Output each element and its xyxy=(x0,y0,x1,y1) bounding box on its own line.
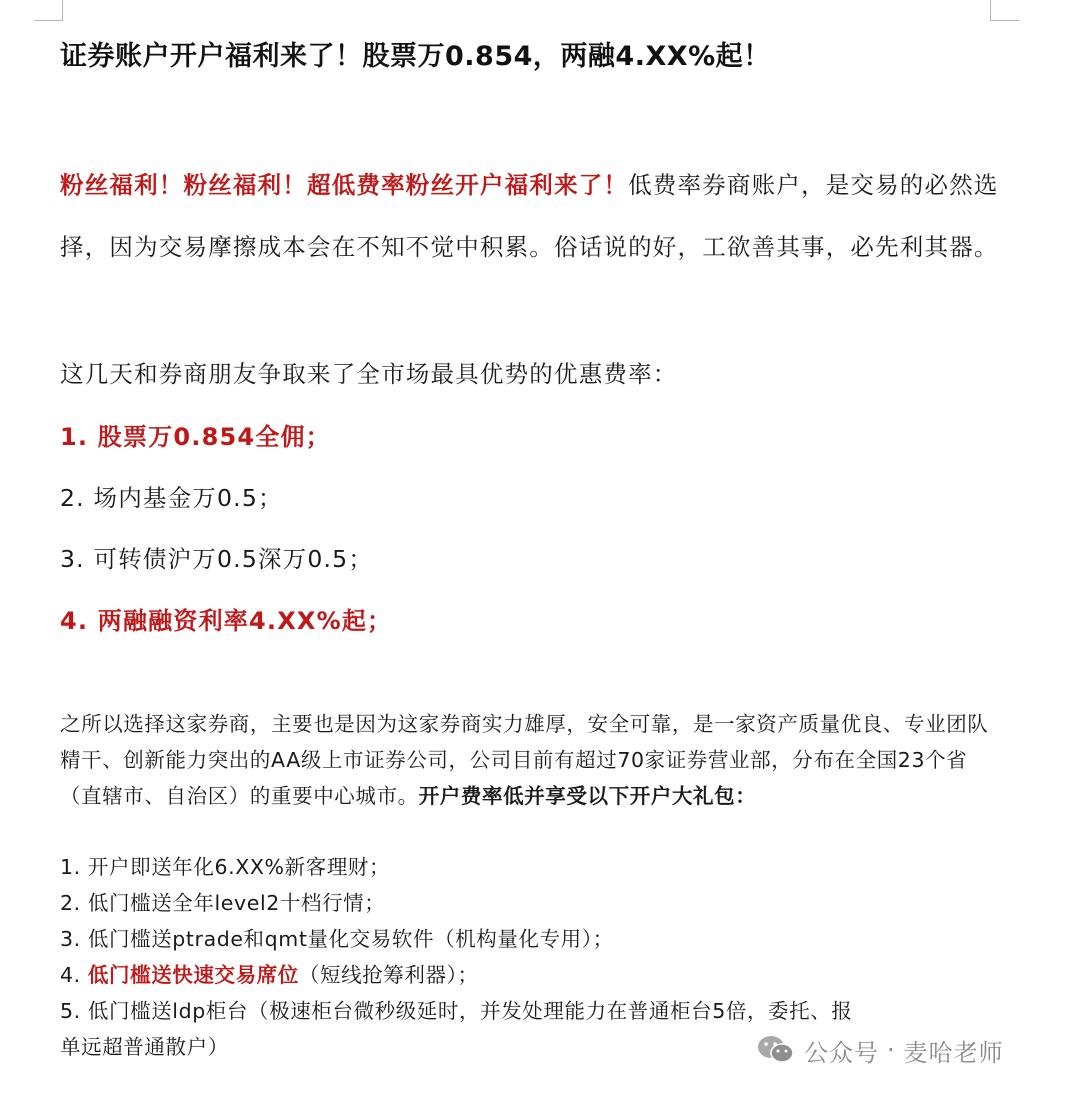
rate-item-fund: 2. 场内基金万0.5； xyxy=(60,484,283,512)
rate-item-margin: 4. 两融融资利率4.XX%起； xyxy=(60,607,393,635)
intro-highlight: 粉丝福利！粉丝福利！超低费率粉丝开户福利来了！ xyxy=(60,171,629,199)
article-title: 证券账户开户福利来了！股票万0.854，两融4.XX%起！ xyxy=(60,41,771,72)
gift-item: 5. 低门槛送ldp柜台（极速柜台微秒级延时，并发处理能力在普通柜台5倍，委托、报 xyxy=(60,999,853,1023)
gift-item: 4. 低门槛送快速交易席位（短线抢筹利器）； xyxy=(60,963,479,987)
broker-description-text: 之所以选择这家券商，主要也是因为这家券商实力雄厚，安全可靠，是一家资产质量优良、专业团队精干、创新能力突出的AA级上市证券公司，公司目前有超过70家证券营业部，分布在全国23个省（直辖市、自治区）的重要中心城市。 xyxy=(60,712,989,808)
gift-item: 1. 开户即送年化6.XX%新客理财； xyxy=(60,855,391,879)
page-corner-mark-left xyxy=(34,0,63,21)
gift-item-continued: 单远超普通散户） xyxy=(60,1035,229,1059)
wechat-icon xyxy=(756,1033,796,1067)
watermark-source: 公众号 xyxy=(804,1038,879,1067)
gift-item: 2. 低门槛送全年level2十档行情； xyxy=(60,891,386,915)
gift-item: 3. 低门槛送ptrade和qmt量化交易软件（机构量化专用）； xyxy=(60,927,614,951)
rate-item-stock: 1. 股票万0.854全佣； xyxy=(60,423,331,451)
watermark-separator: · xyxy=(887,1036,896,1064)
broker-description xyxy=(60,706,995,814)
gift-pack-heading: 开户费率低并享受以下开户大礼包： xyxy=(418,784,757,808)
intro-paragraph xyxy=(60,154,1000,278)
rate-item-convertible: 3. 可转债沪万0.5深万0.5； xyxy=(60,545,374,573)
intro-text: 低费率券商账户，是交易的必然选择，因为交易摩擦成本会在不知不觉中积累。俗话说的好，工欲善其事，必先利其器。 xyxy=(60,171,999,261)
watermark xyxy=(756,1030,1004,1070)
rates-intro: 这几天和券商朋友争取来了全市场最具优势的优惠费率： xyxy=(60,360,678,388)
gift-highlight: 低门槛送快速交易席位 xyxy=(87,963,299,987)
page-corner-mark-right xyxy=(990,0,1019,21)
watermark-author: 麦哈老师 xyxy=(903,1038,1004,1067)
